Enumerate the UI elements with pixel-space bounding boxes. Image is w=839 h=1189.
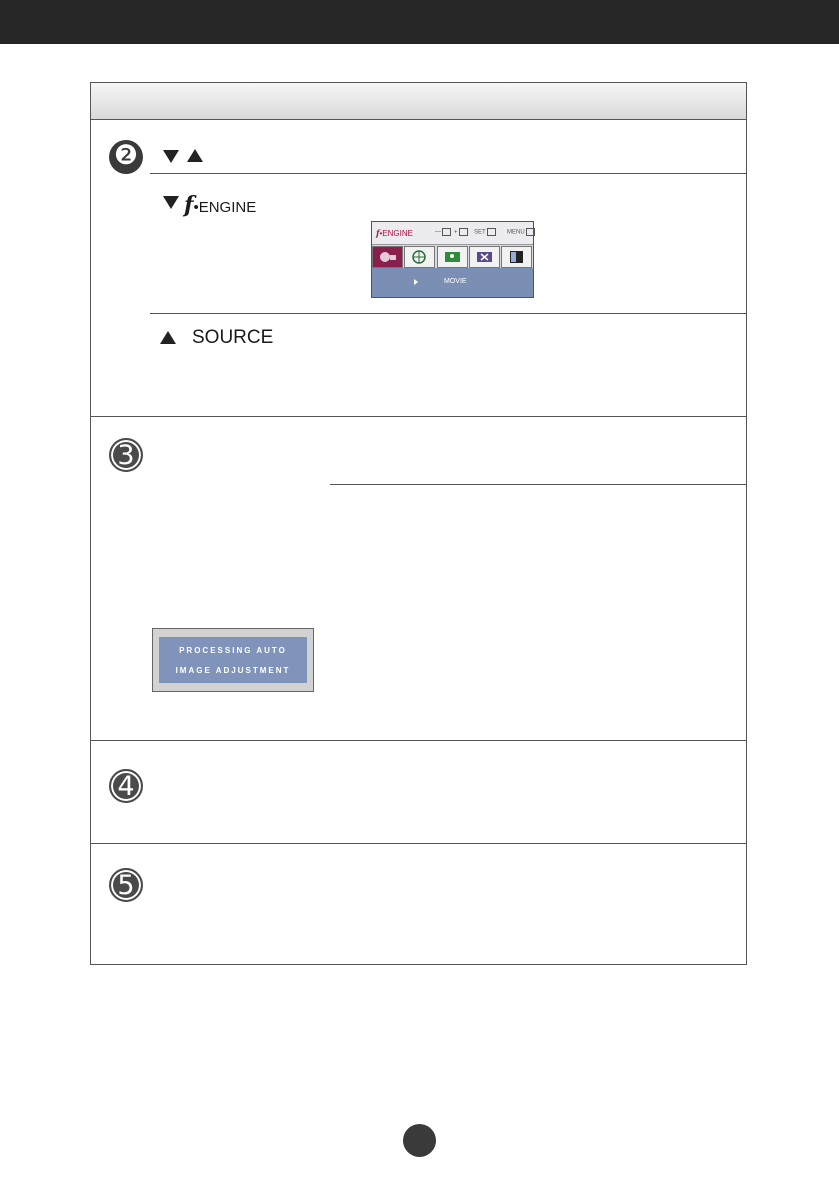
osd-set-label: SET xyxy=(474,229,486,236)
osd-mode-label: MOVIE xyxy=(444,278,467,285)
processing-auto-osd xyxy=(152,628,314,692)
processing-line-1: PROCESSING AUTO xyxy=(179,646,287,655)
down-arrow-icon xyxy=(163,196,179,209)
step-4-marker: 4 xyxy=(109,769,143,803)
step-5-marker: 5 xyxy=(109,868,143,902)
osd-f-glyph: f xyxy=(376,228,380,238)
fengine-text: •ENGINE xyxy=(193,199,257,216)
divider xyxy=(150,173,747,174)
step-2-marker: ❷ xyxy=(109,140,143,174)
osd-mode-bar xyxy=(372,268,533,297)
photo-mode-icon xyxy=(437,246,468,268)
osd-ctl-left: — xyxy=(435,228,451,236)
osd-title-text: •ENGINE xyxy=(379,229,413,238)
step-3-marker: 3 xyxy=(109,438,143,472)
fengine-button-label xyxy=(184,192,256,218)
osd-title xyxy=(376,228,413,238)
normal-mode-icon xyxy=(469,246,500,268)
row-divider xyxy=(90,843,747,844)
user-mode-icon xyxy=(501,246,532,268)
page-number-badge xyxy=(403,1124,436,1157)
set-icon xyxy=(487,228,496,236)
fengine-osd-menu xyxy=(371,221,534,298)
osd-menu-label: MENU xyxy=(507,229,525,236)
divider xyxy=(330,484,747,485)
table-header xyxy=(91,83,746,120)
source-button-label: SOURCE xyxy=(192,327,274,348)
osd-ctl-right: + xyxy=(454,228,468,236)
row-divider xyxy=(90,416,747,417)
movie-mode-icon xyxy=(372,246,403,268)
plus-icon xyxy=(459,228,468,236)
menu-icon xyxy=(526,228,535,236)
osd-ctl-menu xyxy=(507,228,535,236)
osd-ctl-set xyxy=(474,228,496,236)
row-divider xyxy=(90,740,747,741)
play-arrow-icon xyxy=(414,279,418,285)
down-arrow-icon xyxy=(163,150,179,163)
processing-message-box xyxy=(159,637,307,683)
divider xyxy=(150,313,747,314)
up-arrow-icon xyxy=(187,149,203,162)
fengine-f-glyph: f xyxy=(184,192,194,218)
osd-mode-icons xyxy=(372,246,533,268)
page-header-bar xyxy=(0,0,839,44)
internet-mode-icon xyxy=(404,246,435,268)
minus-icon xyxy=(442,228,451,236)
up-arrow-icon xyxy=(160,331,176,344)
osd-header xyxy=(372,222,533,245)
processing-line-2: IMAGE ADJUSTMENT xyxy=(175,666,291,675)
